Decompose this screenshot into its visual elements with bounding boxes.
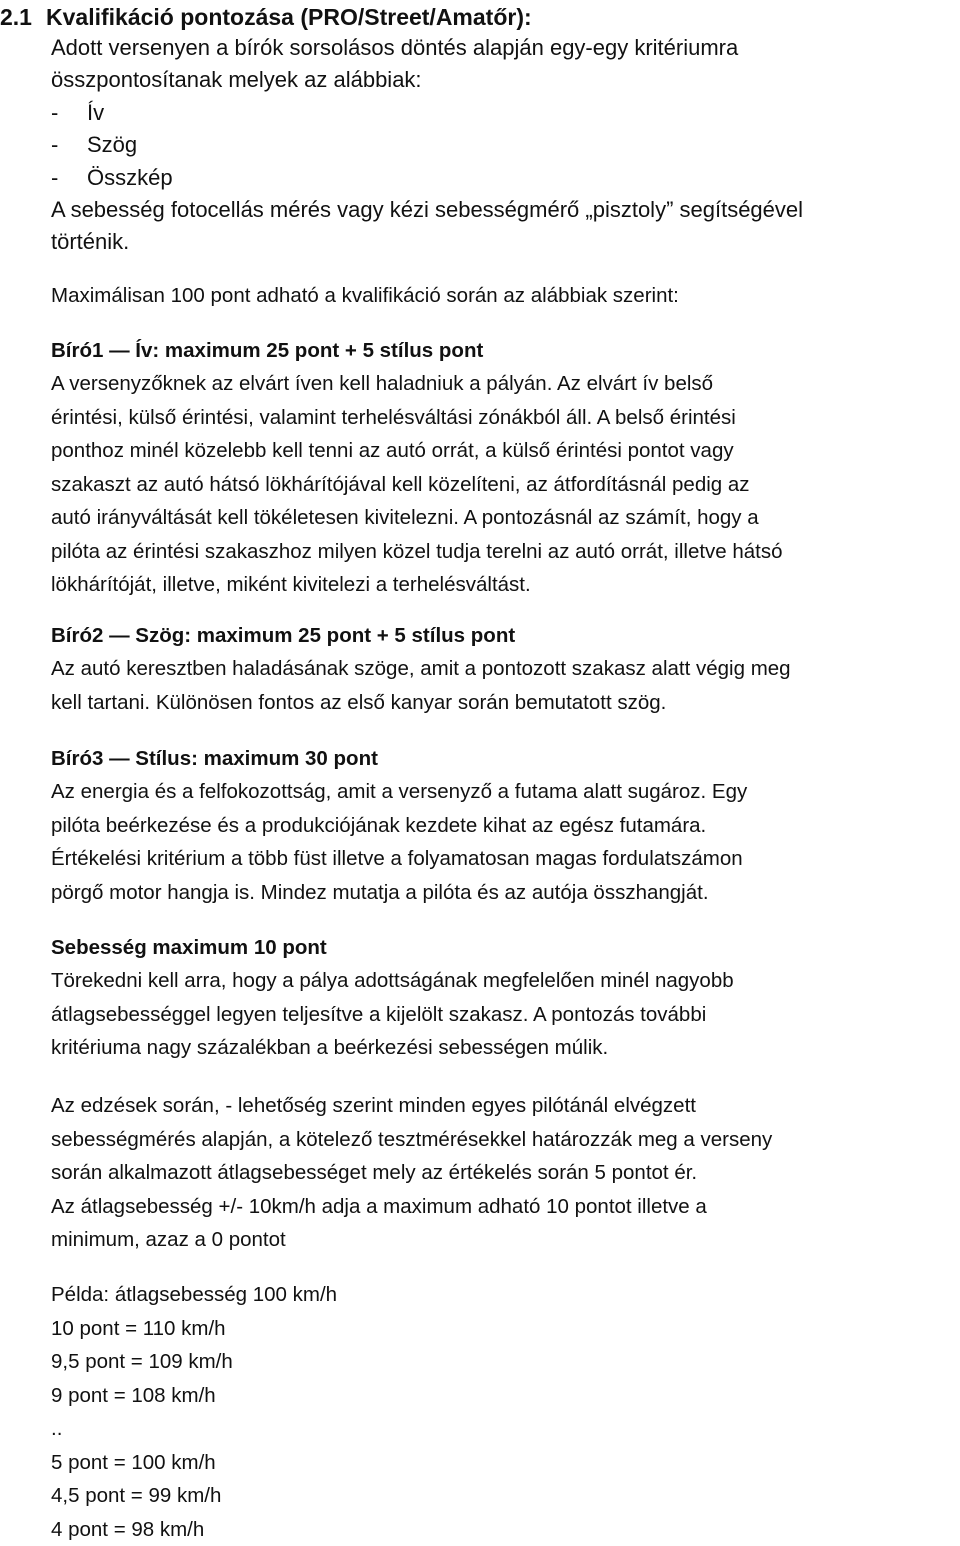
training-line: sebességmérés alapján, a kötelező tesztmérésekkel határozzák meg a verseny xyxy=(51,1127,773,1151)
example-line: .. xyxy=(51,1417,63,1440)
bullet-item: - Összkép xyxy=(51,164,173,190)
training-section xyxy=(51,1089,772,1257)
judge2-line: kell tartani. Különösen fontos az első kanyar során bemutatott szög. xyxy=(51,690,667,714)
example-line: Példa: átlagsebesség 100 km/h xyxy=(51,1283,338,1306)
example-line: 9,5 pont = 109 km/h xyxy=(51,1350,233,1373)
section-title: Kvalifikáció pontozása (PRO/Street/Amatőr): xyxy=(46,4,532,30)
training-line: során alkalmazott átlagsebességet mely az értékelés során 5 pontot ér. xyxy=(51,1161,698,1184)
judge1-line: érintési, külső érintési, valamint terhelésváltási zónákból áll. A belső érintési xyxy=(51,405,736,429)
training-line: Az átlagsebesség +/- 10km/h adja a maximum adható 10 pontot illetve a xyxy=(51,1194,707,1218)
speed-line: Törekedni kell arra, hogy a pálya adottságának megfelelően minél nagyobb xyxy=(51,969,734,992)
intro-line: A sebesség fotocellás mérés vagy kézi sebességmérő „pisztoly” segítségével xyxy=(51,197,804,223)
judge1-line: pilóta az érintési szakaszhoz milyen közel tudja terelni az autó orrát, illetve hátsó xyxy=(51,539,783,563)
judge1-line: ponthoz minél közelebb kell tenni az autó orrát, a külső érintési pontot vagy xyxy=(51,439,734,462)
intro-line: történik. xyxy=(51,229,130,255)
speed-title: Sebesség maximum 10 pont xyxy=(51,936,327,959)
judge1-line: szakaszt az autó hátsó lökhárítójával kell közelíteni, az átfordításnál pedig az xyxy=(51,472,750,496)
judge1-section xyxy=(51,334,783,602)
example-line: 10 pont = 110 km/h xyxy=(51,1316,226,1340)
judge3-line: pilóta beérkezése és a produkciójának kezdete kihat az egész futamára. xyxy=(51,813,707,837)
bullet-label: Összkép xyxy=(87,164,173,190)
bullet-label: Szög xyxy=(87,132,138,158)
judge3-line: Értékelési kritérium a több füst illetve a folyamatosan magas fordulatszámon xyxy=(51,847,743,870)
bullet-item: - Ív xyxy=(51,99,105,125)
section-heading xyxy=(0,0,960,34)
speed-line: kritériuma nagy százalékban a beérkezési sebességen múlik. xyxy=(51,1036,609,1059)
judge1-line: A versenyzőknek az elvárt íven kell haladniuk a pályán. Az elvárt ív belső xyxy=(51,372,714,395)
intro-line: Adott versenyen a bírók sorsolásos döntés alapján egy-egy kritériumra xyxy=(51,35,739,60)
example-line: 9 pont = 108 km/h xyxy=(51,1383,216,1407)
example-section xyxy=(51,1278,337,1546)
judge3-section xyxy=(51,742,747,909)
speed-line: átlagsebességgel legyen teljesítve a kijelölt szakasz. A pontozás további xyxy=(51,1002,707,1026)
training-line: Az edzések során, - lehetőség szerint minden egyes pilótánál elvégzett xyxy=(51,1094,696,1117)
training-line: minimum, azaz a 0 pontot xyxy=(51,1228,286,1251)
judge3-line: pörgő motor hangja is. Mindez mutatja a pilóta és az autója összhangját. xyxy=(51,880,709,904)
bullet-label: Ív xyxy=(87,99,105,125)
max-points-sentence: Maximálisan 100 pont adható a kvalifikáció során az alábbiak szerint: xyxy=(51,284,679,307)
judge1-line: autó irányváltását kell tökéletesen kivitelezni. A pontozásnál az számít, hogy a xyxy=(51,506,759,529)
section-number: 2.1 xyxy=(0,4,32,30)
example-line: 4 pont = 98 km/h xyxy=(51,1517,205,1541)
judge3-title: Bíró3 — Stílus: maximum 30 pont xyxy=(51,747,378,770)
example-line: 5 pont = 100 km/h xyxy=(51,1450,216,1474)
intro-line: összpontosítanak melyek az alábbiak: xyxy=(51,67,422,93)
judge1-line: lökhárítóját, illetve, miként kivitelezi a terhelésváltást. xyxy=(51,573,531,596)
judge1-title: Bíró1 — Ív: maximum 25 pont + 5 stílus pont xyxy=(51,339,484,362)
judge3-line: Az energia és a felfokozottság, amit a versenyző a futama alatt sugároz. Egy xyxy=(51,780,748,803)
example-line: 4,5 pont = 99 km/h xyxy=(51,1484,222,1507)
speed-section xyxy=(51,931,734,1065)
bullet-item: - Szög xyxy=(51,132,138,158)
judge2-line: Az autó keresztben haladásának szöge, amit a pontozott szakasz alatt végig meg xyxy=(51,657,791,680)
judge2-title: Bíró2 — Szög: maximum 25 pont + 5 stílus pont xyxy=(51,624,516,647)
judge2-section xyxy=(51,619,791,719)
intro-block xyxy=(51,32,956,259)
